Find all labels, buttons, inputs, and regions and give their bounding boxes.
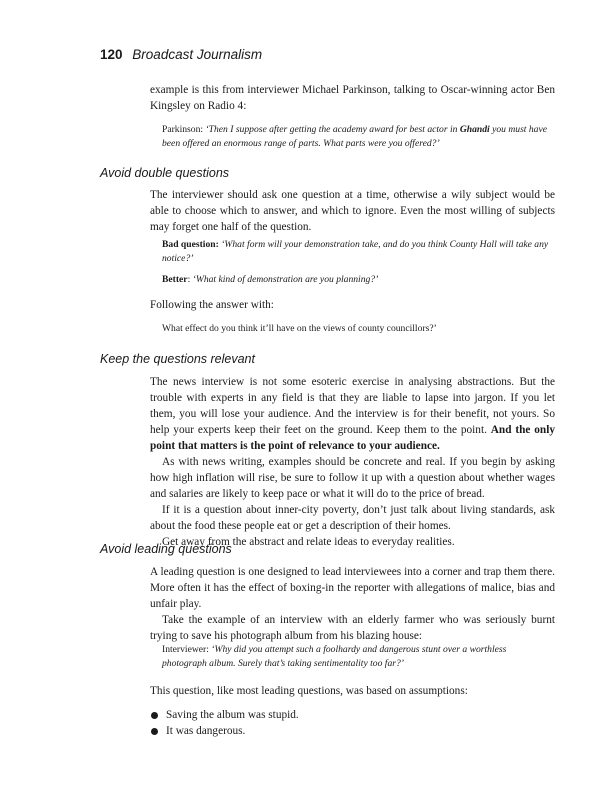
- better-question-label: Better: [162, 274, 188, 285]
- relevant-paragraph-3: If it is a question about inner-city poverty, don’t just talk about living standards, ask about the food these people eat or get a description of their homes.: [150, 504, 555, 532]
- bullet-icon: [151, 728, 158, 735]
- emphasis-relevance: And the only point that matters is the point of relevance to your audience.: [150, 424, 555, 452]
- heading-double-questions: Avoid double questions: [100, 166, 230, 180]
- list-item: Saving the album was stupid.: [150, 707, 550, 723]
- heading-leading-questions: Avoid leading questions: [100, 542, 232, 556]
- assumptions-paragraph: This question, like most leading questions, was based on assumptions:: [150, 685, 468, 697]
- running-head: [100, 47, 262, 62]
- heading-keep-relevant: Keep the questions relevant: [100, 352, 255, 366]
- relevant-paragraph-1: The news interview is not some esoteric exercise in analysing abstractions. But the trouble with experts in any field is that they are liable to lapse into jargon. If you let them, you will lose your audience. And the interview is for their benefit, not yours. So help your experts keep their feet on the ground. Keep them to the point. And the only point that matters is the point of relevance to your audience.: [150, 376, 555, 452]
- quote-speaker: Parkinson:: [162, 124, 204, 135]
- better-question-example: Better: ‘What kind of demonstration are you planning?’: [162, 274, 379, 285]
- assumptions-list: [150, 707, 550, 739]
- intro-paragraph: example is this from interviewer Michael Parkinson, talking to Oscar-winning actor Ben Kingsley on Radio 4:: [150, 84, 555, 112]
- leading-body: [150, 564, 555, 644]
- double-questions-paragraph: The interviewer should ask one question at a time, otherwise a wily subject would be able to choose which to answer, and which to ignore. Even the most willing of subjects may forget one half of the question.: [150, 189, 555, 233]
- film-title: Ghandi: [459, 124, 490, 135]
- bullet-icon: [151, 712, 158, 719]
- book-title: Broadcast Journalism: [132, 47, 263, 62]
- interviewer-quote: Interviewer: ‘Why did you attempt such a foolhardy and dangerous stunt over a worthless photograph album. Surely that’s taking sentimentality too far?’: [162, 644, 507, 669]
- leading-paragraph-1: A leading question is one designed to lead interviewees into a corner and trap them there. More often it has the effect of boxing-in the reporter with allegations of malice, bias and unfair play.: [150, 566, 555, 610]
- relevant-paragraph-4: Get away from the abstract and relate ideas to everyday realities.: [162, 536, 455, 548]
- relevant-paragraph-2: As with news writing, examples should be concrete and real. If you begin by asking how high inflation will rise, be sure to follow it up with a question about whether wages and salaries are likely to keep pace or what it will do to the price of bread.: [150, 456, 555, 500]
- bad-question-label: Bad question: [162, 239, 216, 250]
- follow-up-paragraph: Following the answer with:: [150, 299, 274, 311]
- relevant-body: [150, 374, 555, 550]
- page-number: 120: [100, 47, 123, 62]
- follow-up-quote: What effect do you think it’ll have on the views of county councillors?’: [162, 323, 437, 334]
- list-item: It was dangerous.: [150, 723, 550, 739]
- interviewer-label: Interviewer:: [162, 644, 209, 655]
- leading-paragraph-2: Take the example of an interview with an elderly farmer who was seriously burnt trying to save his photograph album from his blazing house:: [150, 614, 555, 642]
- bad-question-example: Bad question: ‘What form will your demonstration take, and do you think County Hall will take any notice?’: [162, 239, 549, 264]
- parkinson-quote: Parkinson: ‘Then I suppose after getting the academy award for best actor in Ghandi you must have been offered an enormous range of parts. What parts were you offered?’: [162, 124, 547, 149]
